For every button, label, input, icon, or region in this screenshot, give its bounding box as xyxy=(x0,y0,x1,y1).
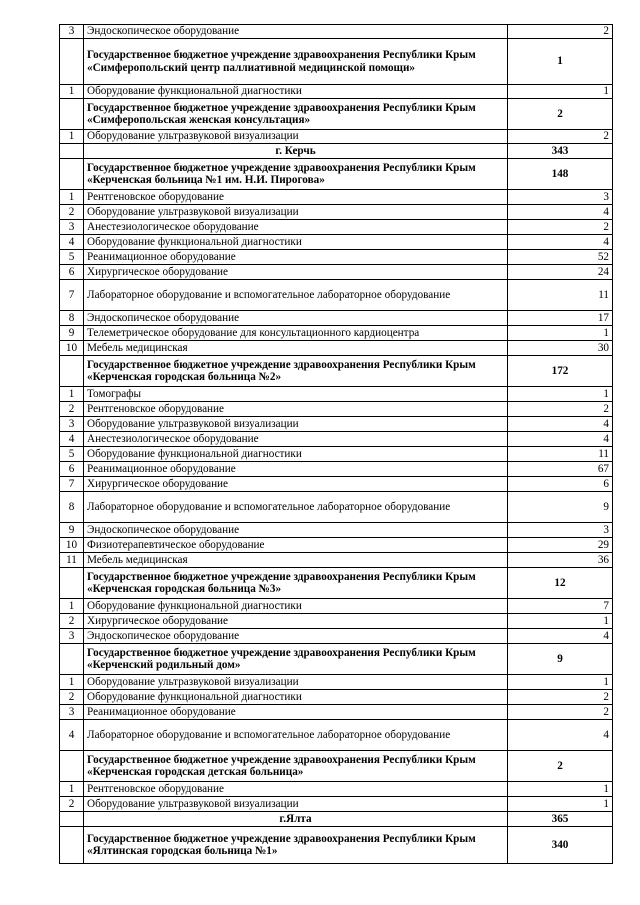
table-row xyxy=(60,447,613,462)
item-quantity: 2 xyxy=(508,751,613,782)
table-row xyxy=(60,599,613,614)
row-number: 1 xyxy=(60,85,84,99)
item-name: Реанимационное оборудование xyxy=(84,705,508,720)
item-quantity: 2 xyxy=(508,220,613,235)
city-row xyxy=(60,144,613,159)
row-number: 1 xyxy=(60,190,84,205)
item-name: Эндоскопическое оборудование xyxy=(84,629,508,644)
item-name: Оборудование функциональной диагностики xyxy=(84,599,508,614)
item-quantity: 2 xyxy=(508,25,613,39)
item-name: Томографы xyxy=(84,387,508,402)
row-number: 5 xyxy=(60,447,84,462)
row-number: 8 xyxy=(60,311,84,326)
item-name: Государственное бюджетное учреждение здравоохранения Республики Крым «Керченская больница №1 им. Н.И. Пирогова» xyxy=(84,159,508,190)
item-name: Телеметрическое оборудование для консультационного кардиоцентра xyxy=(84,326,508,341)
table-row xyxy=(60,690,613,705)
table-row xyxy=(60,235,613,250)
item-name: Анестезиологическое оборудование xyxy=(84,220,508,235)
row-number xyxy=(60,159,84,190)
row-number: 1 xyxy=(60,782,84,797)
row-number xyxy=(60,812,84,827)
item-name: Оборудование функциональной диагностики xyxy=(84,690,508,705)
item-quantity: 1 xyxy=(508,782,613,797)
item-quantity: 29 xyxy=(508,538,613,553)
row-number: 11 xyxy=(60,553,84,568)
row-number xyxy=(60,827,84,864)
row-number: 1 xyxy=(60,599,84,614)
institution-row xyxy=(60,99,613,130)
row-number: 2 xyxy=(60,797,84,812)
table-row xyxy=(60,190,613,205)
item-quantity: 52 xyxy=(508,250,613,265)
item-quantity: 1 xyxy=(508,614,613,629)
row-number: 7 xyxy=(60,477,84,492)
table-row xyxy=(60,205,613,220)
item-name: Лабораторное оборудование и вспомогательное лабораторное оборудование xyxy=(84,720,508,751)
table-row xyxy=(60,85,613,99)
row-number: 8 xyxy=(60,492,84,523)
item-name: Хирургическое оборудование xyxy=(84,477,508,492)
item-name: Оборудование функциональной диагностики xyxy=(84,85,508,99)
row-number: 10 xyxy=(60,538,84,553)
item-name: Оборудование ультразвуковой визуализации xyxy=(84,417,508,432)
table-row xyxy=(60,477,613,492)
table-row xyxy=(60,629,613,644)
item-name: Оборудование ультразвуковой визуализации xyxy=(84,675,508,690)
row-number: 10 xyxy=(60,341,84,356)
row-number: 2 xyxy=(60,690,84,705)
row-number xyxy=(60,568,84,599)
item-name: Рентгеновское оборудование xyxy=(84,402,508,417)
table-row xyxy=(60,614,613,629)
item-quantity: 365 xyxy=(508,812,613,827)
table-row xyxy=(60,326,613,341)
row-number: 1 xyxy=(60,130,84,144)
item-quantity: 1 xyxy=(508,675,613,690)
table-row xyxy=(60,782,613,797)
table-row xyxy=(60,265,613,280)
item-name: Эндоскопическое оборудование xyxy=(84,523,508,538)
table-row xyxy=(60,250,613,265)
item-name: Государственное бюджетное учреждение здравоохранения Республики Крым «Керченская городская больница №3» xyxy=(84,568,508,599)
table-row xyxy=(60,462,613,477)
item-name: Реанимационное оборудование xyxy=(84,462,508,477)
item-quantity: 17 xyxy=(508,311,613,326)
item-quantity: 2 xyxy=(508,99,613,130)
table-row xyxy=(60,797,613,812)
item-name: Анестезиологическое оборудование xyxy=(84,432,508,447)
item-quantity: 4 xyxy=(508,720,613,751)
table-row xyxy=(60,417,613,432)
row-number: 9 xyxy=(60,523,84,538)
row-number: 3 xyxy=(60,705,84,720)
institution-row xyxy=(60,751,613,782)
table-row xyxy=(60,25,613,39)
item-quantity: 340 xyxy=(508,827,613,864)
item-name: Рентгеновское оборудование xyxy=(84,190,508,205)
item-quantity: 24 xyxy=(508,265,613,280)
item-quantity: 12 xyxy=(508,568,613,599)
equipment-table xyxy=(59,24,613,864)
table-row xyxy=(60,280,613,311)
row-number: 7 xyxy=(60,280,84,311)
row-number: 3 xyxy=(60,417,84,432)
item-quantity: 3 xyxy=(508,190,613,205)
item-quantity: 2 xyxy=(508,402,613,417)
row-number: 3 xyxy=(60,220,84,235)
institution-row xyxy=(60,356,613,387)
item-quantity: 4 xyxy=(508,629,613,644)
table-row xyxy=(60,311,613,326)
item-quantity: 6 xyxy=(508,477,613,492)
item-name: Государственное бюджетное учреждение здравоохранения Республики Крым «Ялтинская городская больница №1» xyxy=(84,827,508,864)
table-row xyxy=(60,705,613,720)
item-name: Государственное бюджетное учреждение здравоохранения Республики Крым «Керченский родильный дом» xyxy=(84,644,508,675)
item-name: Лабораторное оборудование и вспомогательное лабораторное оборудование xyxy=(84,280,508,311)
table-row xyxy=(60,402,613,417)
item-quantity: 172 xyxy=(508,356,613,387)
item-name: г.Ялта xyxy=(84,812,508,827)
item-quantity: 30 xyxy=(508,341,613,356)
item-name: Оборудование функциональной диагностики xyxy=(84,235,508,250)
item-name: Эндоскопическое оборудование xyxy=(84,25,508,39)
item-quantity: 1 xyxy=(508,387,613,402)
row-number: 2 xyxy=(60,614,84,629)
table-row xyxy=(60,538,613,553)
row-number: 6 xyxy=(60,462,84,477)
item-quantity: 2 xyxy=(508,705,613,720)
item-name: Оборудование ультразвуковой визуализации xyxy=(84,797,508,812)
item-name: Государственное бюджетное учреждение здравоохранения Республики Крым «Керченская городская больница №2» xyxy=(84,356,508,387)
city-row xyxy=(60,812,613,827)
institution-row xyxy=(60,827,613,864)
item-name: Лабораторное оборудование и вспомогательное лабораторное оборудование xyxy=(84,492,508,523)
item-name: Оборудование ультразвуковой визуализации xyxy=(84,130,508,144)
item-quantity: 67 xyxy=(508,462,613,477)
institution-row xyxy=(60,159,613,190)
item-quantity: 1 xyxy=(508,326,613,341)
institution-row xyxy=(60,39,613,85)
row-number: 3 xyxy=(60,629,84,644)
institution-row xyxy=(60,644,613,675)
item-quantity: 7 xyxy=(508,599,613,614)
row-number: 1 xyxy=(60,675,84,690)
table-row xyxy=(60,341,613,356)
row-number xyxy=(60,39,84,85)
item-name: Мебель медицинская xyxy=(84,341,508,356)
item-quantity: 1 xyxy=(508,39,613,85)
table-row xyxy=(60,432,613,447)
item-name: Хирургическое оборудование xyxy=(84,614,508,629)
item-quantity: 9 xyxy=(508,644,613,675)
item-name: г. Керчь xyxy=(84,144,508,159)
item-name: Государственное бюджетное учреждение здравоохранения Республики Крым «Керченская городская детская больница» xyxy=(84,751,508,782)
item-quantity: 4 xyxy=(508,417,613,432)
item-name: Оборудование ультразвуковой визуализации xyxy=(84,205,508,220)
row-number: 2 xyxy=(60,205,84,220)
item-quantity: 1 xyxy=(508,797,613,812)
table-row xyxy=(60,220,613,235)
row-number: 4 xyxy=(60,720,84,751)
table-row xyxy=(60,720,613,751)
equipment-table-body xyxy=(60,25,613,864)
item-quantity: 9 xyxy=(508,492,613,523)
table-row xyxy=(60,130,613,144)
table-row xyxy=(60,523,613,538)
item-quantity: 2 xyxy=(508,690,613,705)
row-number: 5 xyxy=(60,250,84,265)
item-name: Государственное бюджетное учреждение здравоохранения Республики Крым «Симферопольская женская консультация» xyxy=(84,99,508,130)
item-name: Мебель медицинская xyxy=(84,553,508,568)
item-quantity: 343 xyxy=(508,144,613,159)
row-number xyxy=(60,751,84,782)
table-row xyxy=(60,553,613,568)
item-quantity: 148 xyxy=(508,159,613,190)
item-quantity: 4 xyxy=(508,235,613,250)
row-number xyxy=(60,144,84,159)
item-quantity: 2 xyxy=(508,130,613,144)
row-number: 6 xyxy=(60,265,84,280)
item-name: Хирургическое оборудование xyxy=(84,265,508,280)
table-row xyxy=(60,492,613,523)
table-row xyxy=(60,675,613,690)
item-quantity: 11 xyxy=(508,280,613,311)
row-number: 4 xyxy=(60,432,84,447)
institution-row xyxy=(60,568,613,599)
item-quantity: 4 xyxy=(508,432,613,447)
row-number xyxy=(60,99,84,130)
row-number: 9 xyxy=(60,326,84,341)
item-name: Эндоскопическое оборудование xyxy=(84,311,508,326)
item-name: Реанимационное оборудование xyxy=(84,250,508,265)
item-quantity: 1 xyxy=(508,85,613,99)
item-name: Рентгеновское оборудование xyxy=(84,782,508,797)
row-number: 2 xyxy=(60,402,84,417)
item-name: Оборудование функциональной диагностики xyxy=(84,447,508,462)
item-quantity: 11 xyxy=(508,447,613,462)
row-number: 3 xyxy=(60,25,84,39)
item-name: Физиотерапевтическое оборудование xyxy=(84,538,508,553)
row-number: 4 xyxy=(60,235,84,250)
row-number xyxy=(60,356,84,387)
item-quantity: 3 xyxy=(508,523,613,538)
item-quantity: 36 xyxy=(508,553,613,568)
item-name: Государственное бюджетное учреждение здравоохранения Республики Крым «Симферопольский центр паллиативной медицинской помощи» xyxy=(84,39,508,85)
table-row xyxy=(60,387,613,402)
item-quantity: 4 xyxy=(508,205,613,220)
row-number: 1 xyxy=(60,387,84,402)
row-number xyxy=(60,644,84,675)
